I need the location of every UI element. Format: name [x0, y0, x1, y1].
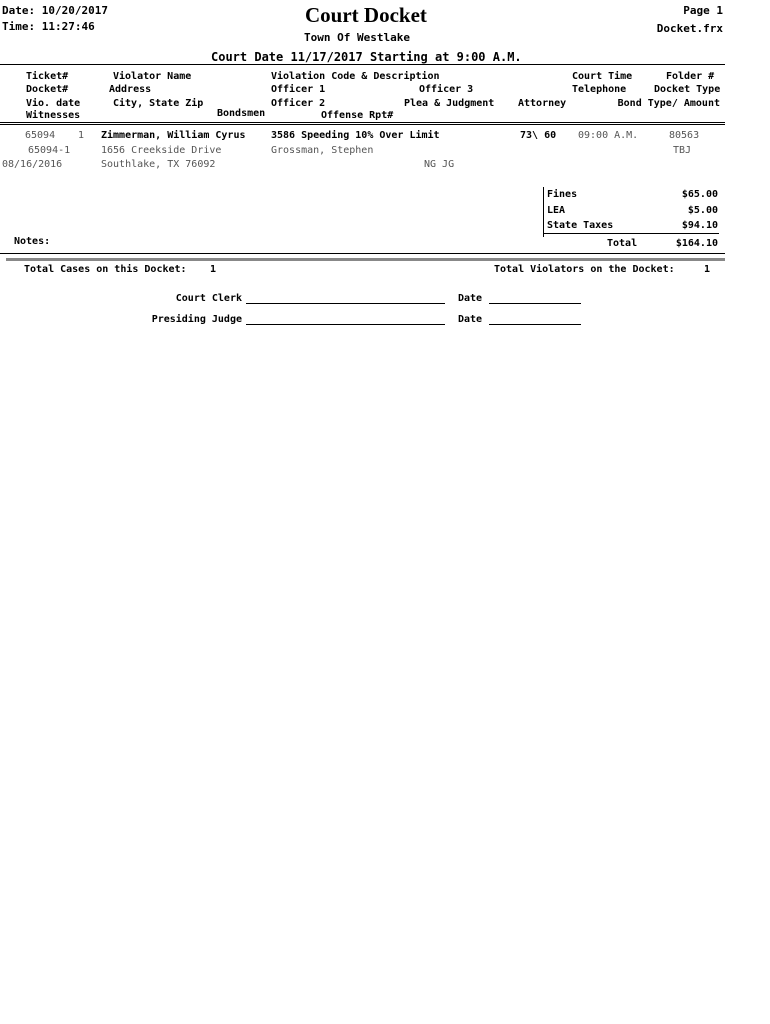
col-witnesses: Witnesses [26, 110, 81, 121]
lea-label: LEA [547, 205, 566, 216]
record-ticket: 65094 [25, 130, 56, 141]
record-docket: 65094-1 [28, 145, 71, 156]
record-vio-date: 08/16/2016 [2, 159, 63, 170]
fines-total-rule [543, 233, 719, 234]
total-violators-label: Total Violators on the Docket: [494, 264, 675, 275]
record-city-state-zip: Southlake, TX 76092 [101, 159, 216, 170]
clerk-date-line [489, 303, 581, 304]
total-violators-value: 1 [704, 264, 711, 275]
report-time: Time: 11:27:46 [2, 20, 95, 33]
record-docket-type: TBJ [673, 145, 692, 156]
report-date: Date: 10/20/2017 [2, 4, 108, 17]
col-address: Address [109, 84, 152, 95]
col-offense-rpt: Offense Rpt# [321, 110, 394, 121]
state-taxes-label: State Taxes [547, 220, 614, 231]
fines-label: Fines [547, 189, 578, 200]
state-taxes-value: $94.10 [681, 220, 718, 231]
court-clerk-signature-line [246, 303, 445, 304]
fines-box-divider [543, 187, 544, 237]
col-docket: Docket# [26, 84, 69, 95]
notes-label: Notes: [14, 236, 51, 247]
page-title: Court Docket [305, 3, 427, 27]
record-folder: 80563 [669, 130, 700, 141]
columns-rule-bottom [0, 124, 725, 125]
col-telephone: Telephone [572, 84, 627, 95]
lea-value: $5.00 [687, 205, 718, 216]
total-cases-value: 1 [210, 264, 217, 275]
record-officer-1: Grossman, Stephen [271, 145, 374, 156]
record-speed: 73\ 60 [520, 130, 557, 141]
col-docket-type: Docket Type [654, 84, 721, 95]
page-number: Page 1 [683, 4, 723, 17]
col-violator-name: Violator Name [113, 71, 192, 82]
town-name: Town Of Westlake [304, 31, 410, 44]
total-cases-label: Total Cases on this Docket: [24, 264, 187, 275]
record-plea: NG JG [424, 159, 455, 170]
col-plea-judgment: Plea & Judgment [404, 98, 495, 109]
record-rule [0, 253, 725, 254]
judge-date-line [489, 324, 581, 325]
record-sequence: 1 [78, 130, 85, 141]
col-officer-3: Officer 3 [419, 84, 474, 95]
col-court-time: Court Time [572, 71, 633, 82]
col-ticket: Ticket# [26, 71, 69, 82]
fines-value: $65.00 [681, 189, 718, 200]
presiding-judge-label: Presiding Judge [151, 314, 242, 325]
col-attorney: Attorney [518, 98, 567, 109]
col-city-state-zip: City, State Zip [113, 98, 204, 109]
col-vio-date: Vio. date [26, 98, 81, 109]
court-clerk-label: Court Clerk [175, 293, 242, 304]
header-rule [0, 64, 725, 65]
total-label: Total [607, 238, 638, 249]
col-bondsmen: Bondsmen [217, 108, 266, 119]
record-violation: 3586 Speeding 10% Over Limit [271, 130, 440, 141]
col-violation-code: Violation Code & Description [271, 71, 440, 82]
col-officer-2: Officer 2 [271, 98, 326, 109]
judge-date-label: Date [458, 314, 483, 325]
col-officer-1: Officer 1 [271, 84, 326, 95]
clerk-date-label: Date [458, 293, 483, 304]
summary-rule [6, 258, 725, 261]
record-violator-name: Zimmerman, William Cyrus [101, 130, 246, 141]
report-file-name: Docket.frx [656, 22, 723, 35]
court-date-line: Court Date 11/17/2017 Starting at 9:00 A.M. [211, 50, 522, 64]
columns-rule-top [0, 122, 725, 123]
presiding-judge-signature-line [246, 324, 445, 325]
total-value: $164.10 [675, 238, 718, 249]
col-bond-type-amount: Bond Type/ Amount [617, 98, 720, 109]
record-address: 1656 Creekside Drive [101, 145, 222, 156]
record-court-time: 09:00 A.M. [578, 130, 639, 141]
col-folder: Folder # [666, 71, 715, 82]
